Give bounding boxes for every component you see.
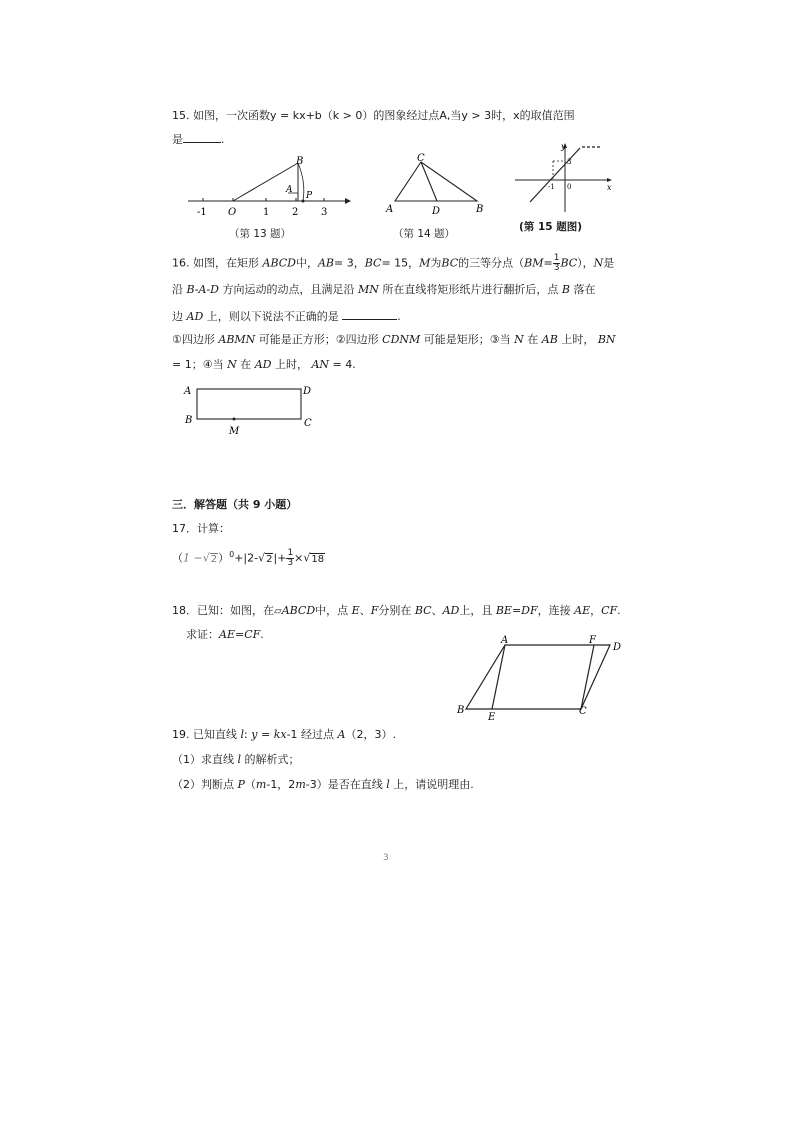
q18-text: 、 bbox=[359, 604, 371, 617]
q16-text: 所在直线将矩形纸片进行翻折后，点 bbox=[382, 283, 559, 296]
q15-answer-blank bbox=[183, 131, 221, 143]
fig13-point-p bbox=[302, 200, 305, 203]
q16-text: 在 bbox=[527, 333, 539, 346]
q17-text: 1 − bbox=[183, 551, 203, 565]
q16-text: = 3， bbox=[334, 256, 365, 270]
q16-var: B-A-D bbox=[186, 283, 219, 296]
q19-var: A bbox=[337, 728, 346, 741]
fig14-label-a: A bbox=[386, 204, 394, 215]
fig16-label-m: M bbox=[229, 426, 240, 437]
fig18-label-d: D bbox=[613, 642, 622, 653]
q18-text: 分别在 bbox=[378, 604, 412, 617]
figure-14 bbox=[380, 150, 490, 215]
q18-var: CF bbox=[601, 604, 618, 617]
q16-frac-num: 1 bbox=[553, 253, 560, 263]
q19-var: l bbox=[240, 728, 245, 741]
q18-var: DF bbox=[521, 604, 538, 617]
q16-var: N bbox=[593, 256, 604, 270]
q16-text: ①四边形 bbox=[172, 333, 215, 346]
q16-var: B bbox=[561, 283, 570, 296]
q18-var: BE bbox=[495, 604, 512, 617]
q19-text: （2）判断点 bbox=[172, 778, 234, 791]
q18-text: 求证： bbox=[186, 628, 219, 641]
q19-text: 上，请说明理由. bbox=[393, 778, 474, 791]
q16-var: ABMN bbox=[218, 333, 256, 346]
q16-answer-blank bbox=[342, 308, 397, 320]
q19-text: -1 经过点 bbox=[286, 728, 335, 741]
q16-text: 中， bbox=[295, 256, 318, 270]
q16-line5 bbox=[172, 358, 356, 372]
q16-text: 的三等分点（ bbox=[458, 256, 525, 270]
q16-var: N bbox=[514, 333, 524, 346]
fig14-label-c: C bbox=[417, 153, 425, 164]
fig15-tick-neg1: -1 bbox=[548, 183, 555, 191]
sqrt-sign-icon: √ bbox=[202, 551, 210, 565]
q19-text: : bbox=[244, 728, 248, 741]
q19-text: -1，2 bbox=[266, 778, 296, 791]
fig16-point-m bbox=[233, 418, 236, 421]
q17-text: +|2- bbox=[234, 551, 259, 565]
q16-line2 bbox=[172, 283, 595, 297]
q17-text: |+ bbox=[273, 551, 287, 565]
q16-text: 16. 如图，在矩形 bbox=[172, 256, 259, 270]
sqrt-sign-icon: √ bbox=[258, 551, 266, 565]
q19-text: = bbox=[260, 728, 271, 741]
fig16-label-b: B bbox=[185, 415, 193, 426]
q19-text: （ bbox=[244, 778, 256, 791]
fig13-tick-3: 3 bbox=[321, 207, 328, 218]
q18-text: 中，点 bbox=[315, 604, 349, 617]
fig13-label-a: A bbox=[286, 185, 293, 195]
fig13-label-p: P bbox=[306, 191, 313, 201]
q16-text: ）， bbox=[577, 256, 594, 270]
q16-text: 是 bbox=[603, 256, 615, 270]
q19-text: （1）求直线 bbox=[172, 753, 234, 766]
q16-text: 落在 bbox=[573, 283, 596, 296]
q18-text: 、 bbox=[431, 604, 443, 617]
q19-var: kx bbox=[273, 728, 287, 741]
q16-text: = bbox=[543, 256, 553, 270]
q17-sqrt: 2 bbox=[210, 553, 218, 565]
q18-text: . bbox=[617, 604, 621, 617]
q16-var: BC bbox=[560, 256, 578, 270]
fig13-tick-o: O bbox=[228, 207, 237, 218]
q16-var: MN bbox=[357, 283, 379, 296]
q16-text: 上，则以下说法不正确的是 bbox=[206, 310, 339, 323]
q16-text: 沿 bbox=[172, 283, 183, 296]
q18-text: 上，且 bbox=[459, 604, 493, 617]
q16-text: = 15， bbox=[381, 256, 420, 270]
q16-var: BM bbox=[524, 256, 544, 270]
q16-var: CDNM bbox=[382, 333, 421, 346]
q17-frac-den: 3 bbox=[287, 558, 294, 569]
fig18-label-b: B bbox=[457, 705, 465, 716]
fig15-line bbox=[530, 148, 580, 202]
q16-var: BC bbox=[441, 256, 459, 270]
q16-text: = 1；④当 bbox=[172, 358, 224, 371]
q17-text: （ bbox=[172, 551, 183, 565]
q18-line1 bbox=[172, 604, 621, 619]
q19-part2 bbox=[172, 778, 474, 792]
q17-sqrt: 2 bbox=[266, 553, 273, 565]
fig18-segment-cf bbox=[581, 645, 594, 709]
q17-text: ） bbox=[218, 551, 230, 565]
q16-var: AD bbox=[186, 310, 204, 323]
q19-part1 bbox=[172, 753, 300, 767]
fig16-label-d: D bbox=[303, 386, 312, 397]
figure-16 bbox=[180, 380, 320, 440]
fig14-label-d: D bbox=[432, 206, 441, 215]
q16-var: AN bbox=[311, 358, 330, 371]
q17-title: 17．计算： bbox=[172, 522, 230, 535]
parallelogram-symbol-icon: ▱ bbox=[274, 606, 282, 617]
q16-text: 方向运动的动点，且满足沿 bbox=[222, 283, 355, 296]
q18-text: 18．已知：如图，在 bbox=[172, 604, 274, 617]
q16-line1 bbox=[172, 254, 614, 273]
fig15-caption: (第 15 题图) bbox=[519, 221, 583, 233]
q19-var: P bbox=[237, 778, 245, 791]
q19-text: -3）是否在直线 bbox=[305, 778, 383, 791]
q18-text: = bbox=[234, 628, 245, 641]
q16-text: 上时， bbox=[274, 358, 308, 371]
q16-text: 可能是矩形；③当 bbox=[423, 333, 511, 346]
q19-var: m bbox=[295, 778, 306, 791]
q16-line4 bbox=[172, 333, 616, 347]
q16-text: 可能是正方形；②四边形 bbox=[258, 333, 379, 346]
q16-frac-den: 3 bbox=[553, 263, 560, 273]
q19-var: m bbox=[255, 778, 267, 791]
fig15-axis-y: y bbox=[561, 142, 566, 151]
q16-text: 为 bbox=[430, 256, 442, 270]
q16-var: ABCD bbox=[262, 256, 296, 270]
q18-text: . bbox=[260, 628, 264, 641]
q18-var: CF bbox=[244, 628, 261, 641]
fig16-rectangle bbox=[197, 389, 301, 419]
q16-var: AB bbox=[317, 256, 334, 270]
q17-expression bbox=[172, 544, 325, 570]
fig18-parallelogram bbox=[466, 645, 610, 709]
figure-15 bbox=[510, 140, 615, 215]
q15-line2-end: . bbox=[221, 133, 225, 146]
fig18-label-e: E bbox=[488, 712, 496, 723]
q16-var: AB bbox=[541, 333, 558, 346]
fig18-label-c: C bbox=[579, 706, 587, 717]
q18-var: BC bbox=[414, 604, 432, 617]
q16-text: . bbox=[397, 310, 401, 323]
q16-var: BN bbox=[597, 333, 616, 346]
fig15-tick-3: 3 bbox=[567, 158, 572, 166]
q16-text: = 4. bbox=[332, 358, 356, 371]
q16-text: 上时， bbox=[561, 333, 595, 346]
q18-text: = bbox=[511, 604, 522, 617]
q18-var: ABCD bbox=[281, 604, 316, 617]
q17-fraction bbox=[286, 549, 294, 568]
q15-line2 bbox=[172, 131, 225, 147]
q18-text: ，连接 bbox=[537, 604, 571, 617]
sqrt-sign-icon: √ bbox=[303, 551, 311, 565]
q16-var: N bbox=[227, 358, 237, 371]
fig14-triangle bbox=[395, 162, 477, 201]
q19-line1 bbox=[172, 728, 396, 742]
q16-text: 边 bbox=[172, 310, 183, 323]
fig13-arrow bbox=[345, 198, 351, 204]
q15-line2-text: 是 bbox=[172, 133, 183, 146]
fig13-arc bbox=[298, 163, 304, 201]
fig13-label-b: B bbox=[296, 156, 304, 167]
fig18-label-a: A bbox=[501, 635, 509, 646]
fig15-axis-x: x bbox=[607, 183, 612, 192]
page-number: 3 bbox=[383, 853, 389, 863]
q19-var: l bbox=[237, 753, 242, 766]
fig13-tick-2: 2 bbox=[292, 207, 299, 218]
figure-13 bbox=[180, 150, 355, 220]
fig13-tick-neg1: -1 bbox=[197, 207, 207, 218]
q15-line1: 15. 如图，一次函数y = kx+b（k > 0）的图象经过点A,当y > 3时，x的取值范围 bbox=[172, 109, 575, 122]
fig16-label-c: C bbox=[304, 418, 312, 429]
section-3-title: 三．解答题（共 9 小题） bbox=[172, 498, 298, 511]
q19-var: l bbox=[386, 778, 390, 791]
fig16-label-a: A bbox=[184, 386, 192, 397]
fig15-origin: 0 bbox=[567, 183, 572, 191]
q16-var: AD bbox=[254, 358, 272, 371]
q19-var: y bbox=[251, 728, 258, 741]
q19-text: 19. 已知直线 bbox=[172, 728, 237, 741]
q18-var: E bbox=[351, 604, 360, 617]
q16-var: BC bbox=[364, 256, 382, 270]
q19-text: 的解析式； bbox=[244, 753, 300, 766]
fig18-label-f: F bbox=[589, 635, 596, 646]
fig13-segment-ob bbox=[233, 163, 298, 201]
q18-var: AD bbox=[442, 604, 460, 617]
q18-var: AE bbox=[219, 628, 235, 641]
q17-text: × bbox=[294, 551, 304, 565]
q18-text: ， bbox=[590, 604, 602, 617]
q18-var: AE bbox=[574, 604, 591, 617]
fig14-label-b: B bbox=[476, 204, 484, 215]
q17-sqrt: 18 bbox=[311, 553, 325, 565]
q18-line2 bbox=[186, 628, 264, 642]
q19-text: （2，3）. bbox=[345, 728, 396, 741]
fig14-caption: （第 14 题） bbox=[393, 228, 456, 240]
q17-frac-num: 1 bbox=[287, 548, 294, 559]
q16-line3 bbox=[172, 308, 401, 324]
q16-text: 在 bbox=[240, 358, 252, 371]
q17-exponent: 0 bbox=[229, 550, 235, 559]
q16-var: M bbox=[419, 256, 431, 270]
figure-18 bbox=[455, 632, 630, 724]
q18-var: F bbox=[370, 604, 379, 617]
fig13-caption: （第 13 题） bbox=[229, 228, 292, 240]
fig13-tick-1: 1 bbox=[263, 207, 270, 218]
